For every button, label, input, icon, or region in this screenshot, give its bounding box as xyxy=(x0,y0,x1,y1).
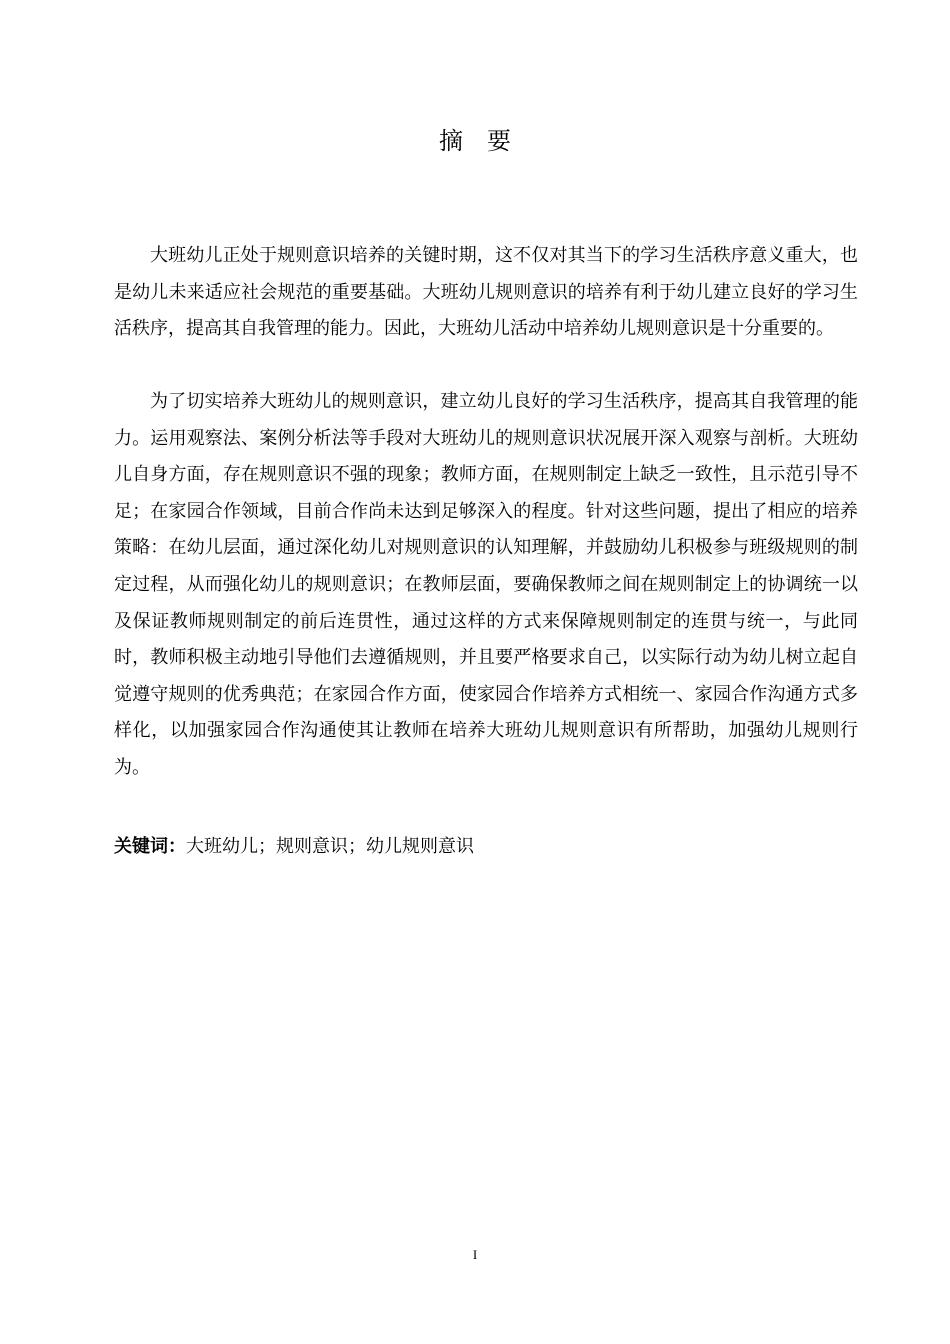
abstract-paragraph-1: 大班幼儿正处于规则意识培养的关键时期，这不仅对其当下的学习生活秩序意义重大，也是幼儿未来适应社会规范的重要基础。大班幼儿规则意识的培养有利于幼儿建立良好的学习生活秩序，提高其自我管理的能力。因此，大班幼儿活动中培养幼儿规则意识是十分重要的。 xyxy=(114,245,858,340)
keywords-label: 关键词： xyxy=(114,836,186,857)
keywords-line xyxy=(114,832,474,862)
title-char-1: 摘 xyxy=(439,127,463,155)
keywords-value: 大班幼儿；规则意识；幼儿规则意识 xyxy=(186,836,474,857)
page-title xyxy=(0,124,950,158)
abstract-paragraph-2: 为了切实培养大班幼儿的规则意识，建立幼儿良好的学习生活秩序，提高其自我管理的能力。运用观察法、案例分析法等手段对大班幼儿的规则意识状况展开深入观察与剖析。大班幼儿自身方面，存在规则意识不强的现象；教师方面，在规则制定上缺乏一致性，且示范引导不足；在家园合作领域，目前合作尚未达到足够深入的程度。针对这些问题，提出了相应的培养策略：在幼儿层面，通过深化幼儿对规则意识的认知理解，并鼓励幼儿积极参与班级规则的制定过程，从而强化幼儿的规则意识；在教师层面，要确保教师之间在规则制定上的协调统一以及保证教师规则制定的前后连贯性，通过这样的方式来保障规则制定的连贯与统一，与此同时，教师积极主动地引导他们去遵循规则，并且要严格要求自己，以实际行动为幼儿树立起自觉遵守规则的优秀典范；在家园合作方面，使家园合作培养方式相统一、家园合作沟通方式多样化，以加强家园合作沟通使其让教师在培养大班幼儿规则意识有所帮助，加强幼儿规则行为。 xyxy=(114,391,858,778)
page-number: I xyxy=(472,1247,478,1262)
title-char-2: 要 xyxy=(487,127,511,155)
